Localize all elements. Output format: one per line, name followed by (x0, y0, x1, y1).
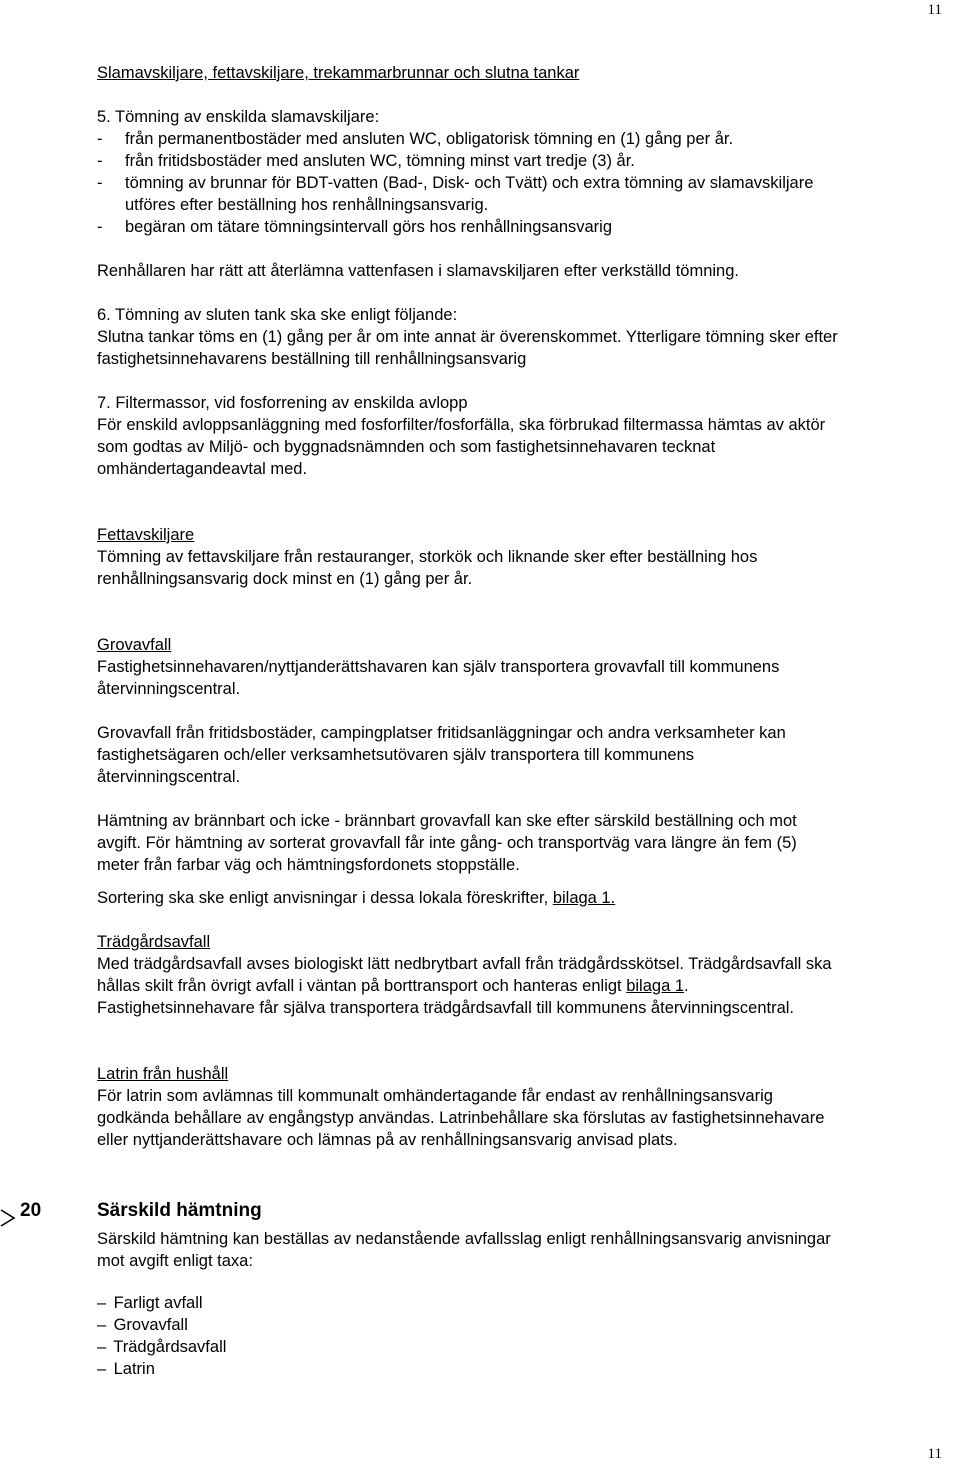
dash: – (97, 1316, 107, 1334)
section-20-line: mot avgift enligt taxa: (97, 1252, 253, 1270)
latrin-line: För latrin som avlämnas till kommunalt omhändertagande får endast av renhållningsansvarig (97, 1087, 773, 1105)
grovavfall-section (97, 634, 957, 700)
grovavfall-heading: Grovavfall (97, 636, 172, 654)
fettavskiljare-section (97, 524, 957, 590)
grovavfall-line: återvinningscentral. (97, 768, 241, 786)
fettavskiljare-heading: Fettavskiljare (97, 526, 195, 544)
bullet-4 (97, 216, 957, 238)
section-20-body (97, 1228, 957, 1272)
tradgardsavfall-line: Med trädgårdsavfall avses biologiskt lätt nedbrytbart avfall från trädgårdsskötsel. Trädgårdsavfall ska (97, 955, 832, 973)
grovavfall-line: Fastighetsinnehavaren/nyttjanderättshavaren kan själv transportera grovavfall till kommunens (97, 658, 780, 676)
list-item-label: Farligt avfall (113, 1294, 203, 1312)
list-item-label: Latrin (113, 1360, 155, 1378)
list-item (97, 1358, 226, 1380)
list-item-label: Grovavfall (113, 1316, 188, 1334)
latrin-section (97, 1063, 957, 1151)
bullet-text: från permanentbostäder med ansluten WC, obligatorisk tömning en (1) gång per år. (125, 130, 734, 148)
document-body (97, 62, 957, 1151)
fettavskiljare-line: Tömning av fettavskiljare från restauranger, storkök och liknande sker efter beställning hos (97, 548, 758, 566)
tradgardsavfall-line (97, 975, 957, 997)
item-5-title: 5. Tömning av enskilda slamavskiljare: (97, 108, 380, 126)
item-6 (97, 304, 957, 370)
latrin-line: godkända behållare av engångstyp användas. Latrinbehållare ska förslutas av fastighetsinnehavare (97, 1109, 825, 1127)
list-item (97, 1314, 226, 1336)
grovavfall-line: meter från farbar väg och hämtningsfordonets stoppställe. (97, 856, 520, 874)
grovavfall-line: Grovavfall från fritidsbostäder, campingplatser fritidsanläggningar och andra verksamheter kan (97, 724, 786, 742)
latrin-line: eller nyttjanderättshavare och lämnas på av renhållningsansvarig anvisad plats. (97, 1131, 678, 1149)
dash: – (97, 1294, 107, 1312)
bullet-text: begäran om tätare tömningsintervall görs hos renhållningsansvarig (125, 218, 613, 236)
item-6-line: fastighetsinnehavarens beställning till renhållningsansvarig (97, 350, 527, 368)
bilaga-1-link[interactable]: bilaga 1 (626, 977, 685, 995)
sortering-text: Sortering ska ske enligt anvisningar i dessa lokala föreskrifter, (97, 889, 553, 907)
dash: – (97, 1338, 107, 1356)
dash: - (97, 174, 103, 192)
dash: – (97, 1360, 107, 1378)
period: . (684, 977, 689, 995)
tradgardsavfall-section (97, 931, 957, 1019)
item-7-line: För enskild avloppsanläggning med fosforfilter/fosforfälla, ska förbrukad filtermassa hämtas av aktör (97, 416, 826, 434)
grovavfall-line: Hämtning av brännbart och icke - brännbart grovavfall kan ske efter särskild beställning och mot (97, 812, 797, 830)
page-number-top: 11 (927, 2, 942, 18)
bullet-1 (97, 128, 957, 150)
grovavfall-paragraph-2 (97, 722, 957, 788)
bullet-3-continued: utföres efter beställning hos renhållningsansvarig. (125, 196, 489, 214)
item-7-line: omhändertagandeavtal med. (97, 460, 308, 478)
item-7 (97, 392, 957, 480)
item-7-line: som godtas av Miljö- och byggnadsnämnden och som fastighetsinnehavaren tecknat (97, 438, 716, 456)
list-item (97, 1336, 226, 1358)
tradgardsavfall-heading: Trädgårdsavfall (97, 933, 211, 951)
item-6-title: 6. Tömning av sluten tank ska ske enligt följande: (97, 306, 458, 324)
fettavskiljare-line: renhållningsansvarig dock minst en (1) gång per år. (97, 570, 473, 588)
pickup-list (97, 1292, 226, 1380)
arrow-right-icon (0, 1208, 16, 1228)
bullet-3 (97, 172, 957, 194)
item-6-line: Slutna tankar töms en (1) gång per år om inte annat är överenskommet. Ytterligare tömning sker efter (97, 328, 838, 346)
page-number-bottom: 11 (927, 1446, 942, 1462)
dash: - (97, 130, 103, 148)
note-text: Renhållaren har rätt att återlämna vattenfasen i slamavskiljaren efter verkställd tömning. (97, 262, 739, 280)
dash: - (97, 218, 103, 236)
sortering-line (97, 887, 957, 909)
section-heading: Slamavskiljare, fettavskiljare, trekammarbrunnar och slutna tankar (97, 64, 580, 82)
list-item (97, 1292, 226, 1314)
bullet-text: tömning av brunnar för BDT-vatten (Bad-, Disk- och Tvätt) och extra tömning av slamavskiljare (125, 174, 814, 192)
item-5-note (97, 260, 957, 282)
item-7-title: 7. Filtermassor, vid fosforrening av enskilda avlopp (97, 394, 468, 412)
dash: - (97, 152, 103, 170)
grovavfall-paragraph-3 (97, 810, 957, 876)
tradgardsavfall-line: Fastighetsinnehavare får själva transportera trädgårdsavfall till kommunens återvinningscentral. (97, 999, 795, 1017)
item-5 (97, 106, 957, 238)
bilaga-1-link[interactable]: bilaga 1. (552, 889, 616, 907)
bullet-2 (97, 150, 957, 172)
grovavfall-line: avgift. För hämtning av sorterat grovavfall får inte gång- och transportväg vara längre än fem (5) (97, 834, 797, 852)
grovavfall-line: återvinningscentral. (97, 680, 241, 698)
grovavfall-line: fastighetsägaren och/eller verksamhetsutövaren själv transportera till kommunens (97, 746, 695, 764)
list-item-label: Trädgårdsavfall (113, 1338, 227, 1356)
section-number: 20 (20, 1200, 42, 1221)
grovavfall-paragraph-4 (97, 887, 957, 909)
bullet-text: från fritidsbostäder med ansluten WC, tömning minst vart tredje (3) år. (125, 152, 635, 170)
latrin-heading: Latrin från hushåll (97, 1065, 229, 1083)
section-20-line: Särskild hämtning kan beställas av nedanstående avfallsslag enligt renhållningsansvarig anvisningar (97, 1230, 831, 1248)
section-title: Särskild hämtning (97, 1200, 262, 1221)
tradgardsavfall-text: hållas skilt från övrigt avfall i väntan på borttransport och hanteras enligt (97, 977, 627, 995)
